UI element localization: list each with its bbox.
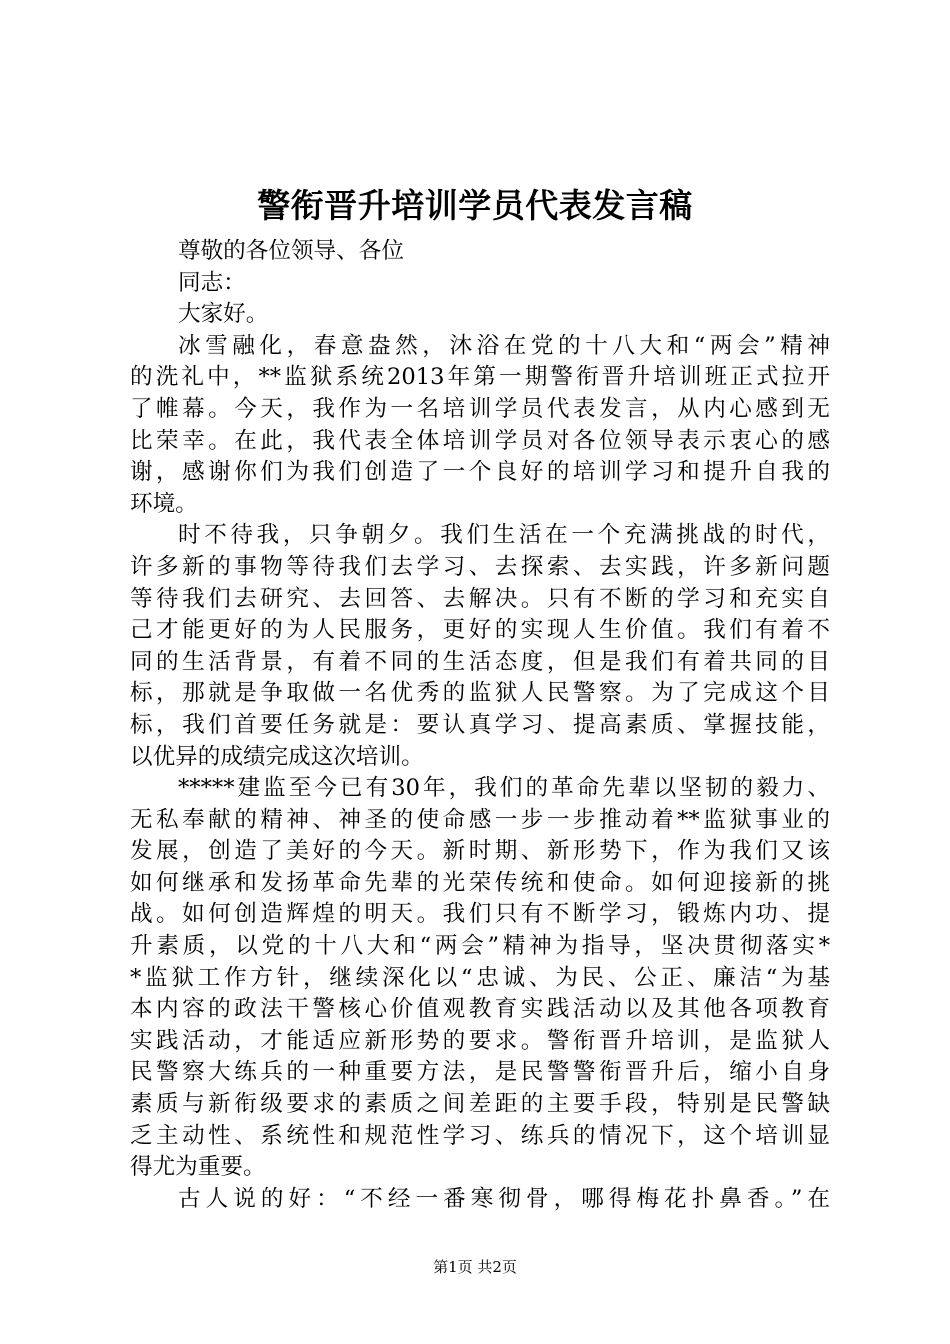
text-line: *****建监至今已有30年，我们的革命先辈以坚韧的毅力、 — [178, 775, 830, 802]
paragraph-4 — [130, 1184, 830, 1216]
text-line: 冰雪融化，春意盎然，沐浴在党的十八大和“两会”精神 — [178, 332, 830, 359]
text-line: 得尤为重要。 — [130, 1154, 266, 1181]
text-line: 民警察大练兵的一种重要方法，是民警警衔晋升后，缩小自身 — [130, 1059, 830, 1086]
text-line: 谢，感谢你们为我们创造了一个良好的培训学习和提升自我的 — [130, 459, 830, 486]
paragraph-3 — [130, 773, 830, 1184]
text-line: 许多新的事物等待我们去学习、去探索、去实践，许多新问题 — [130, 553, 830, 580]
text-line: 己才能更好的为人民服务，更好的实现人生价值。我们有着不 — [130, 617, 830, 644]
text-line: 环境。 — [130, 490, 198, 517]
text-line: 本内容的政法干警核心价值观教育实践活动以及其他各项教育 — [130, 996, 830, 1023]
text-line: 如何继承和发扬革命先辈的光荣传统和使命。如何迎接新的挑 — [130, 869, 830, 896]
text-line: 无私奉献的精神、神圣的使命感一步一步推动着**监狱事业的 — [130, 806, 830, 833]
greeting — [130, 299, 830, 331]
text-line: 战。如何创造辉煌的明天。我们只有不断学习，锻炼内功、提 — [130, 901, 830, 928]
text-line: 大家好。 — [178, 301, 269, 328]
document-body — [130, 236, 830, 1215]
text-line: 标，我们首要任务就是：要认真学习、提高素质、掌握技能， — [130, 711, 830, 738]
page-number: 第1页 共2页 — [433, 1258, 517, 1276]
text-line: 了帷幕。今天，我作为一名培训学员代表发言，从内心感到无 — [130, 395, 830, 422]
text-line: 发展，创造了美好的今天。新时期、新形势下，作为我们又该 — [130, 838, 830, 865]
text-line: 古人说的好：“不经一番寒彻骨，哪得梅花扑鼻香。”在 — [178, 1185, 830, 1212]
text-line: 等待我们去研究、去回答、去解决。只有不断的学习和充实自 — [130, 585, 830, 612]
text-line: 升素质，以党的十八大和“两会”精神为指导，坚决贯彻落实* — [130, 933, 830, 960]
text-line: 乏主动性、系统性和规范性学习、练兵的情况下，这个培训显 — [130, 1122, 830, 1149]
text-line: 同的生活背景，有着不同的生活态度，但是我们有着共同的目 — [130, 648, 830, 675]
text-line: 以优异的成绩完成这次培训。 — [130, 743, 424, 770]
text-line: 尊敬的各位领导、各位 — [178, 238, 404, 264]
paragraph-1 — [130, 331, 830, 521]
text-line: 比荣幸。在此，我代表全体培训学员对各位领导表示衷心的感 — [130, 427, 830, 454]
text-line: 时不待我，只争朝夕。我们生活在一个充满挑战的时代， — [178, 522, 830, 549]
text-line: 的洗礼中，**监狱系统2013年第一期警衔晋升培训班正式拉开 — [130, 364, 830, 391]
paragraph-2 — [130, 520, 830, 773]
text-line: 标，那就是争取做一名优秀的监狱人民警察。为了完成这个目 — [130, 680, 830, 707]
text-line: *监狱工作方针，继续深化以“忠诚、为民、公正、廉洁“为基 — [130, 964, 830, 991]
document-title: 警衔晋升培训学员代表发言稿 — [257, 186, 693, 225]
salutation — [130, 236, 830, 299]
text-line: 实践活动，才能适应新形势的要求。警衔晋升培训，是监狱人 — [130, 1027, 830, 1054]
text-line: 同志： — [178, 269, 246, 296]
text-line: 素质与新衔级要求的素质之间差距的主要手段，特别是民警缺 — [130, 1091, 830, 1118]
